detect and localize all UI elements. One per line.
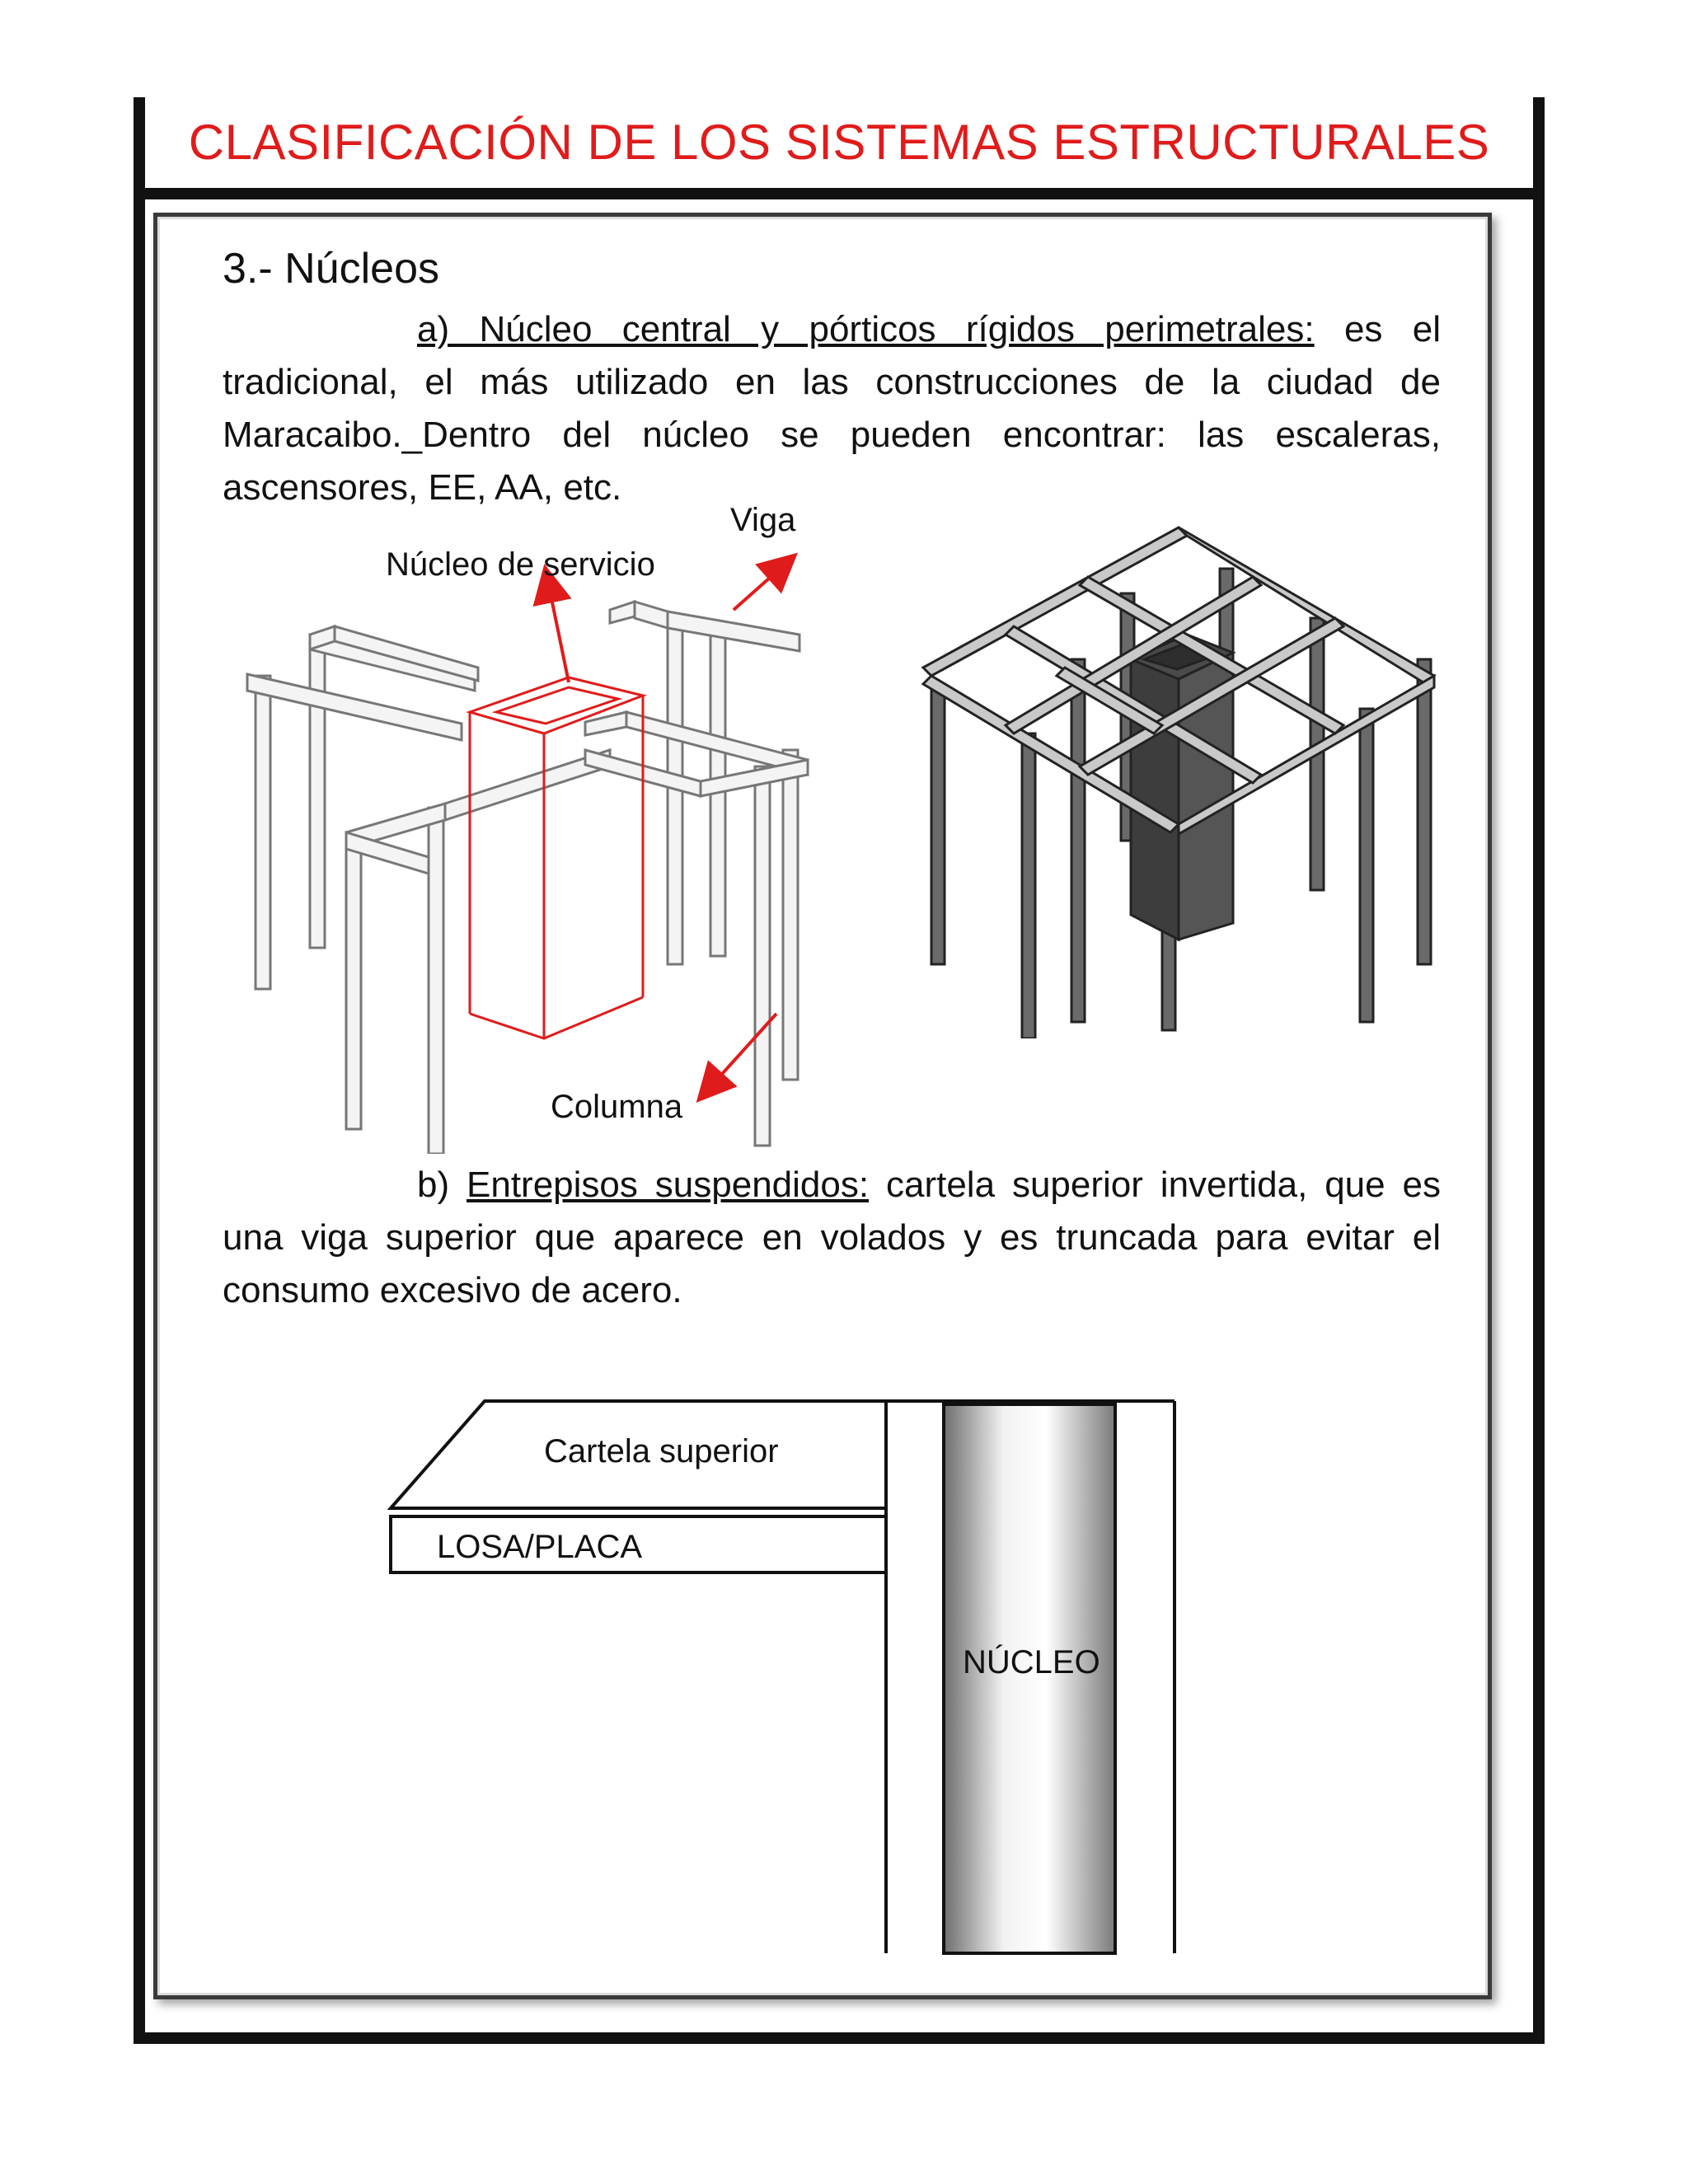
item-b-text: cartela superior invertida, que es una viga superior que aparece en volados y es truncada para evitar el consumo excesivo de acero. [223,1165,1441,1310]
label-columna: Columna [551,1089,683,1125]
label-nucleo-servicio: Núcleo de servicio [386,546,655,583]
label-cartela-superior: Cartela superior [544,1433,779,1469]
label-losa-placa: LOSA/PLACA [437,1529,643,1565]
figure-core-frame-3d [915,511,1442,1038]
frame-divider [134,188,1545,199]
item-a-text: es el tradicional, el más utilizado en las construcciones de la ciudad de Maracaibo._Dentro del núcleo se pueden encontrar: las escaleras, ascensores, EE, AA, etc. [223,309,1441,508]
label-viga: Viga [730,503,796,538]
item-a-label: a) Núcleo central y pórticos rígidos perimetrales: [417,309,1315,349]
page-title: CLASIFICACIÓN DE LOS SISTEMAS ESTRUCTURALES [188,115,1490,170]
paragraph-b [223,1159,1441,1317]
figure-core-frame-annotated [239,503,882,1154]
item-b-label: Entrepisos suspendidos: [467,1165,870,1205]
label-nucleo: NÚCLEO [963,1644,1100,1680]
paragraph-a [223,303,1441,514]
figure-cartela-diagram [387,1393,1179,1961]
section-heading: 3.- Núcleos [223,245,439,293]
item-b-prefix: b) [417,1165,467,1205]
